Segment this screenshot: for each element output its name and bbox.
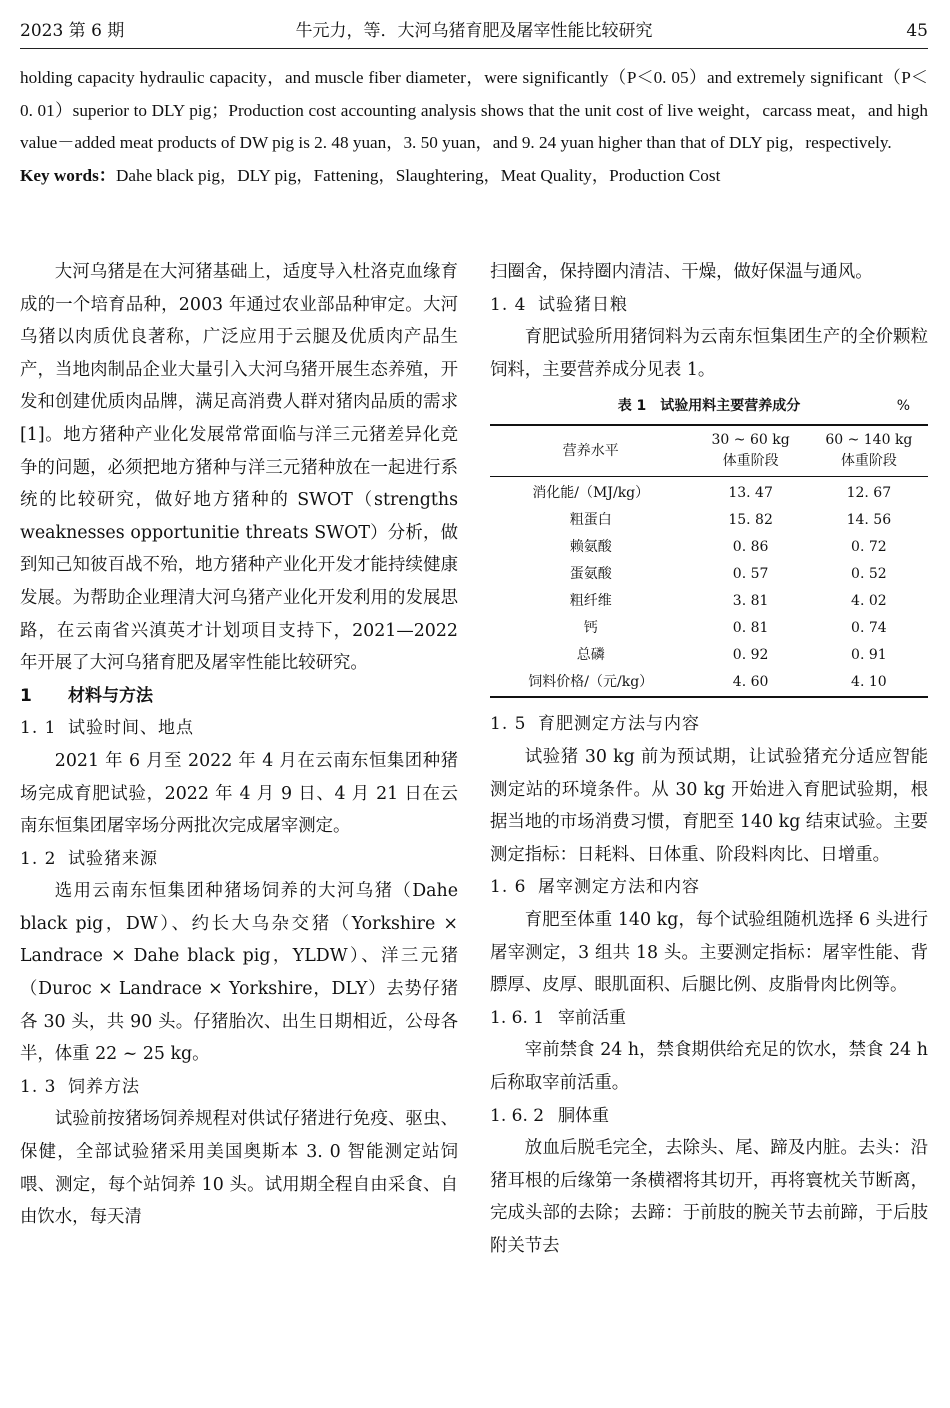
value-cell: 0. 57 <box>732 566 769 583</box>
value-cell: 15. 82 <box>728 512 773 529</box>
intro-paragraph: 大河乌猪是在大河猪基础上，适度导入杜洛克血缘育成的一个培育品种，2003 年通过农业部品种审定。大河乌猪以肉质优良著称，广泛应用于云腿及优质肉产品生产，当地肉制品企业大量引入大河乌猪开展生态养殖，开发和创建优质肉品牌，满足高消费人群对猪肉品质的需求[1]。地方猪种产业化发展常常面临与洋三元猪差异化竞争的问题，必须把地方猪种与洋三元猪种放在一起进行系统的比较研究，做好地方猪种的 SWOT（strengths weaknesses opportunitie threats SWOT）分析，做到知己知彼百战不殆，地方猪种产业化开发才能持续健康发展。为帮助企业理清大河乌猪产业化开发利用的发展思路，在云南省兴滇英才计划项目支持下，2021—2022 年开展了大河乌猪育肥及屠宰性能比较研究。 <box>20 262 458 674</box>
subsection-heading-1-6-1: 1. 6. 1 宰前活重 <box>490 1007 626 1028</box>
page-number: 45 <box>906 21 928 41</box>
value-cell: 3. 81 <box>732 593 769 610</box>
value-cell: 4. 02 <box>851 593 887 610</box>
subsection-heading-1-6-2: 1. 6. 2 胴体重 <box>490 1105 609 1126</box>
right-column <box>490 256 928 1262</box>
paragraph-1-6-1: 宰前禁食 24 h，禁食期供给充足的饮水，禁食 24 h 后称取宰前活重。 <box>490 1040 928 1093</box>
value-cell: 13. 47 <box>728 485 773 502</box>
subsection-heading-1-5: 1. 5 育肥测定方法与内容 <box>490 714 700 735</box>
row-label-cell: 粗蛋白 <box>569 512 612 529</box>
paragraph-1-6: 育肥至体重 140 kg，每个试验组随机选择 6 头进行屠宰测定，3 组共 18 头。主要测定指标：屠宰性能、背膘厚、皮厚、眼肌面积、后腿比例、皮脂骨肉比例等。 <box>490 909 928 996</box>
value-cell: 0. 91 <box>851 647 887 664</box>
paragraph-1-4: 育肥试验所用猪饲料为云南东恒集团生产的全价颗粒饲料，主要营养成分见表 1。 <box>490 327 928 380</box>
row-label-cell: 饲料价格/（元/kg） <box>528 674 654 691</box>
table-caption: 表 1 试验用料主要营养成分 % <box>490 388 928 424</box>
table-row <box>490 507 928 534</box>
row-label-cell: 消化能/（MJ/kg） <box>532 485 650 502</box>
table-row <box>490 561 928 588</box>
table-row <box>490 642 928 669</box>
running-title: 牛元力，等．大河乌猪育肥及屠宰性能比较研究 <box>295 21 653 41</box>
table-1 <box>490 388 928 698</box>
value-cell: 0. 86 <box>732 539 769 556</box>
keywords-line <box>20 160 928 193</box>
row-label-cell: 蛋氨酸 <box>569 566 612 583</box>
paragraph-1-3: 试验前按猪场饲养规程对供试仔猪进行免疫、驱虫、保健，全部试验猪采用美国奥斯本 3. 0 智能测定站饲喂、测定，每个站饲养 10 头。试用期全程自由采食、自由饮水，每天清 <box>20 1109 458 1228</box>
table-row <box>490 615 928 642</box>
header-cell: 营养水平 <box>562 442 619 459</box>
left-column <box>20 256 458 1234</box>
table-row <box>490 669 928 697</box>
paragraph-1-3-continued: 扫圈舍，保持圈内清洁、干燥，做好保温与通风。 <box>490 262 873 282</box>
running-head <box>20 14 928 49</box>
keywords-text: Dahe black pig，DLY pig，Fattening，Slaughtering，Meat Quality，Production Cost <box>115 165 721 185</box>
table-row <box>490 477 928 508</box>
value-cell: 0. 92 <box>732 647 769 664</box>
row-label-cell: 赖氨酸 <box>569 539 612 556</box>
value-cell: 0. 74 <box>851 620 887 637</box>
value-cell: 14. 56 <box>846 512 892 529</box>
table-header-row <box>490 425 928 477</box>
english-abstract <box>20 62 928 192</box>
nutrition-table <box>490 424 928 698</box>
subsection-heading-1-1: 1. 1 试验时间、地点 <box>20 718 194 739</box>
table-unit: % <box>896 398 910 415</box>
paragraph-1-5: 试验猪 30 kg 前为预试期，让试验猪充分适应智能测定站的环境条件。从 30 kg 开始进入育肥试验期，根据当地的市场消费习惯，育肥至 140 kg 结束试验。主要测定指标：日耗料、日体重、阶段料肉比、日增重。 <box>490 746 928 865</box>
value-cell: 0. 81 <box>732 620 769 637</box>
paragraph-1-2: 选用云南东恒集团种猪场饲养的大河乌猪（Dahe black pig，DW）、约长大乌杂交猪（Yorkshire × Landrace × Dahe black pig，YLDW）、洋三元猪（Duroc × Landrace × Yorkshire，DLY）去势仔猪各 30 头，共 90 头。仔猪胎次、出生日期相近，公母各半，体重 22 ~ 25 kg。 <box>20 881 458 1065</box>
keywords-label: Key words： <box>20 165 116 185</box>
paragraph-1-6-2: 放血后脱毛完全，去除头、尾、蹄及内脏。去头：沿猪耳根的后缘第一条横褶将其切开，再将寰枕关节断离，完成头部的去除；去蹄：于前肢的腕关节去前蹄，于后肢附关节去 <box>490 1138 928 1256</box>
subsection-heading-1-4: 1. 4 试验猪日粮 <box>490 294 628 315</box>
table-row <box>490 534 928 561</box>
value-cell: 4. 60 <box>732 674 769 691</box>
section-heading: 1 材料与方法 <box>20 685 153 706</box>
value-cell: 4. 10 <box>851 674 887 691</box>
value-cell: 0. 72 <box>851 539 887 556</box>
row-label-cell: 总磷 <box>576 647 605 664</box>
subsection-heading-1-6: 1. 6 屠宰测定方法和内容 <box>490 877 700 898</box>
paragraph-1-1: 2021 年 6 月至 2022 年 4 月在云南东恒集团种猪场完成育肥试验，2022 年 4 月 9 日、4 月 21 日在云南东恒集团屠宰场分两批次完成屠宰测定。 <box>20 750 458 837</box>
header-cell: 30 ~ 60 kg 体重阶段 <box>711 432 790 470</box>
abstract-text: holding capacity hydraulic capacity，and muscle fiber diameter，were significantly（P＜0. 05）and extremely significant（P＜0. 01）superior to DLY pig；Production cost accounting analysis shows that the unit cost of live weight，carcass meat，and high value－added meat products of DW pig is 2. 48 yuan，3. 50 yuan，and 9. 24 yuan higher than that of DLY pig，respectively. <box>20 68 928 152</box>
value-cell: 0. 52 <box>851 566 887 583</box>
subsection-heading-1-3: 1. 3 饲养方法 <box>20 1076 140 1097</box>
table-row <box>490 588 928 615</box>
journal-issue: 2023 第 6 期 <box>20 21 125 41</box>
subsection-heading-1-2: 1. 2 试验猪来源 <box>20 848 158 869</box>
value-cell: 12. 67 <box>846 485 892 502</box>
header-cell: 60 ~ 140 kg 体重阶段 <box>825 432 913 470</box>
row-label-cell: 粗纤维 <box>569 593 612 610</box>
row-label-cell: 钙 <box>583 620 598 637</box>
